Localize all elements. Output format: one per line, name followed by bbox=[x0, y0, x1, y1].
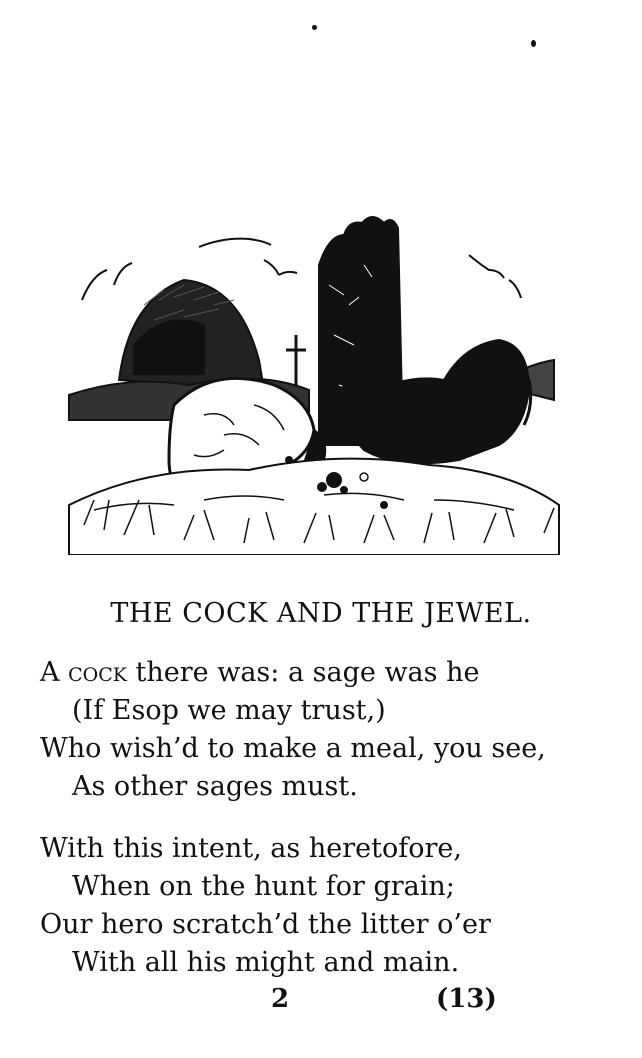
verse-line: With this intent, as heretofore, bbox=[40, 833, 462, 864]
verse-line: With all his might and main. bbox=[72, 947, 460, 978]
stanza-1 bbox=[40, 654, 620, 806]
stanza-2 bbox=[40, 830, 620, 982]
verse-line: When on the hunt for grain; bbox=[72, 871, 455, 902]
verse-line: (If Esop we may trust,) bbox=[72, 695, 386, 726]
woodcut-illustration bbox=[64, 205, 564, 555]
ink-speck bbox=[531, 40, 536, 47]
small-caps-word: cock bbox=[68, 657, 127, 688]
page-title: THE COCK AND THE JEWEL. bbox=[110, 598, 532, 629]
cock-and-hen-woodcut-icon bbox=[69, 217, 559, 555]
signature-mark: 2 bbox=[271, 984, 290, 1014]
verse-line: As other sages must. bbox=[72, 771, 358, 802]
verse-line: Who wish’d to make a meal, you see, bbox=[40, 733, 546, 764]
verse-line: A cock there was: a sage was he bbox=[40, 657, 480, 688]
verse-line: Our hero scratch’d the litter o’er bbox=[40, 909, 491, 940]
ink-speck bbox=[312, 25, 317, 30]
page-number: (13) bbox=[436, 984, 497, 1014]
